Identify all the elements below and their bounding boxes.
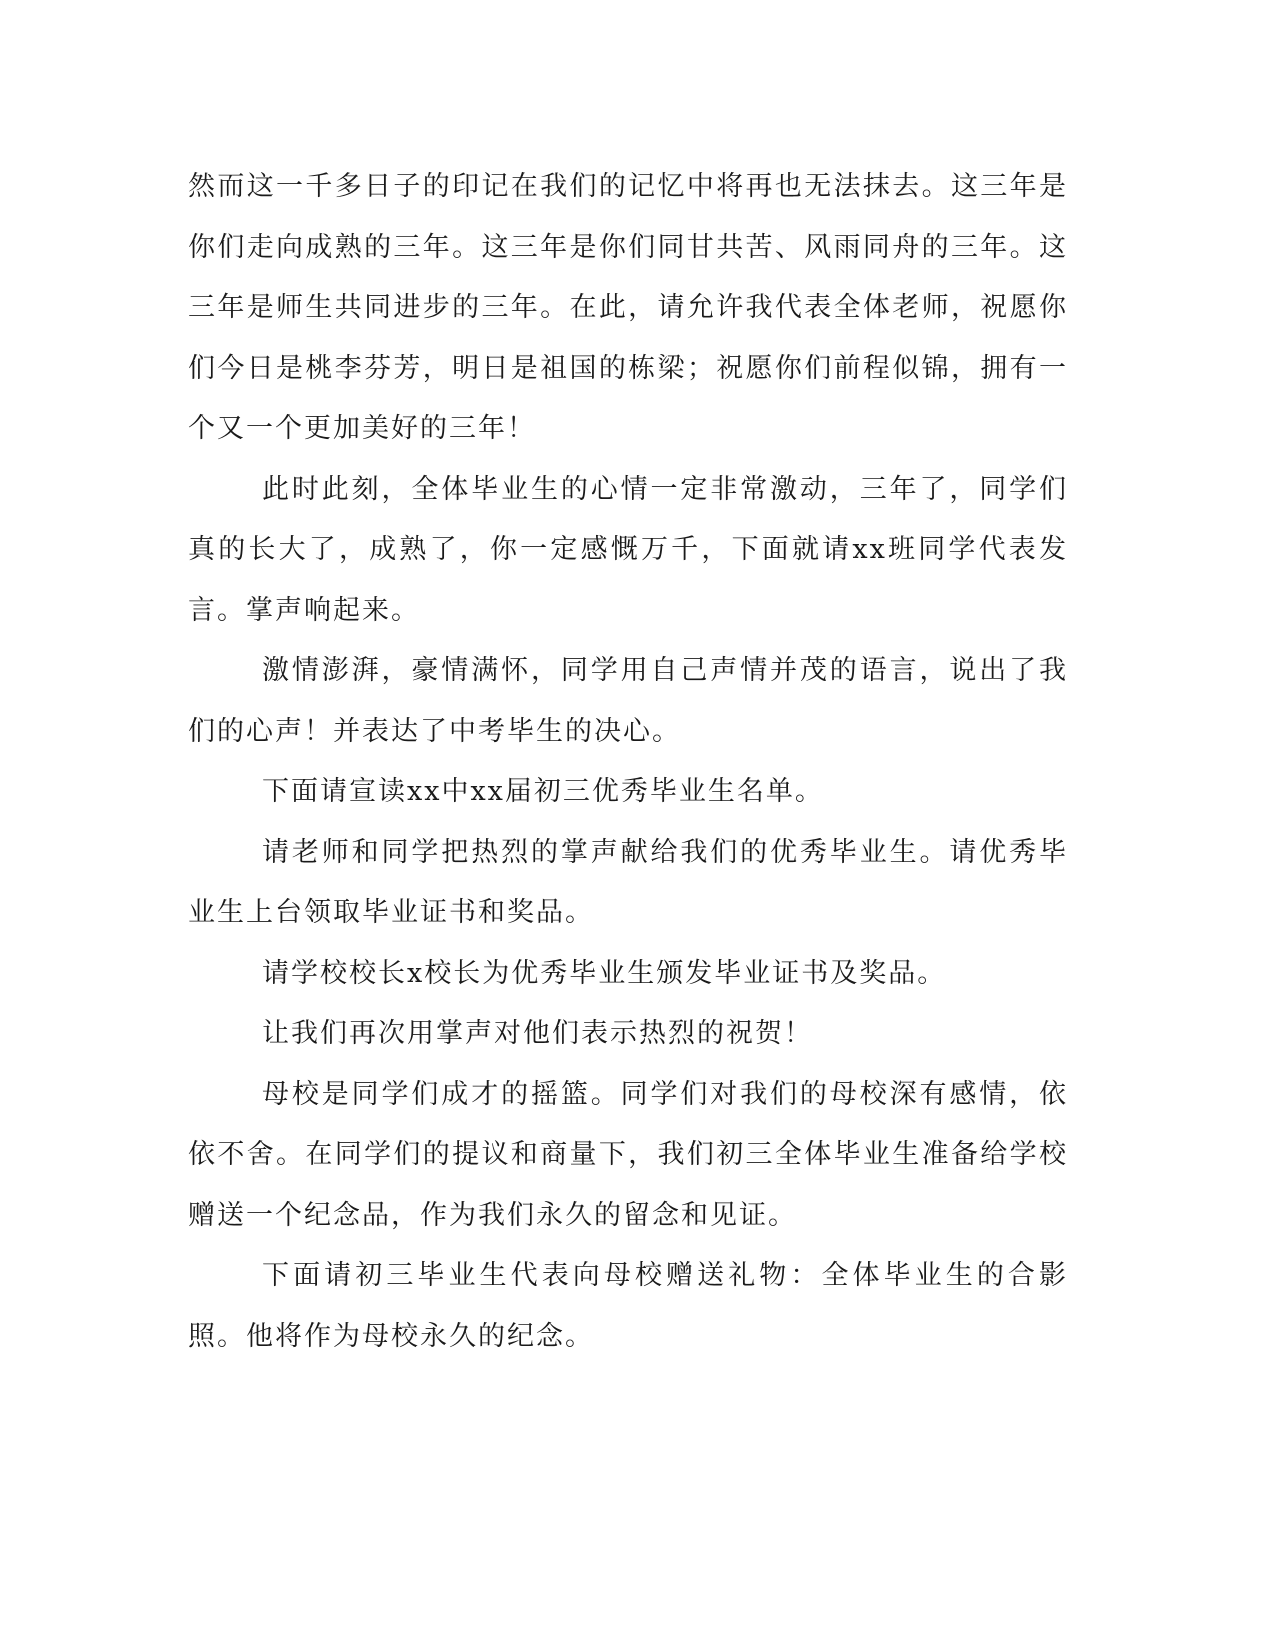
paragraph-2: 此时此刻，全体毕业生的心情一定非常激动，三年了，同学们真的长大了，成熟了，你一定感慨万千，下面就请xx班同学代表发言。掌声响起来。 <box>188 473 1068 626</box>
paragraph-9: 下面请初三毕业生代表向母校赠送礼物：全体毕业生的合影照。他将作为母校永久的纪念。 <box>188 1260 1068 1352</box>
paragraph-8: 母校是同学们成才的摇篮。同学们对我们的母校深有感情，依依不舍。在同学们的提议和商量下，我们初三全体毕业生准备给学校赠送一个纪念品，作为我们永久的留念和见证。 <box>188 1078 1068 1231</box>
paragraph-6: 请学校校长x校长为优秀毕业生颁发毕业证书及奖品。 <box>262 957 947 989</box>
paragraph-4: 下面请宣读xx中xx届初三优秀毕业生名单。 <box>262 776 824 807</box>
paragraph-1: 然而这一千多日子的印记在我们的记忆中将再也无法抹去。这三年是你们走向成熟的三年。这三年是你们同甘共苦、风雨同舟的三年。这三年是师生共同进步的三年。在此，请允许我代表全体老师，祝愿你们今日是桃李芬芳，明日是祖国的栋梁；祝愿你们前程似锦，拥有一个又一个更加美好的三年！ <box>188 171 1068 444</box>
document-body <box>188 157 1068 1367</box>
paragraph-3: 激情澎湃，豪情满怀，同学用自己声情并茂的语言，说出了我们的心声！并表达了中考毕生的决心。 <box>188 655 1068 747</box>
paragraph-7: 让我们再次用掌声对他们表示热烈的祝贺！ <box>262 1018 813 1049</box>
paragraph-5: 请老师和同学把热烈的掌声献给我们的优秀毕业生。请优秀毕业生上台领取毕业证书和奖品。 <box>188 836 1068 928</box>
